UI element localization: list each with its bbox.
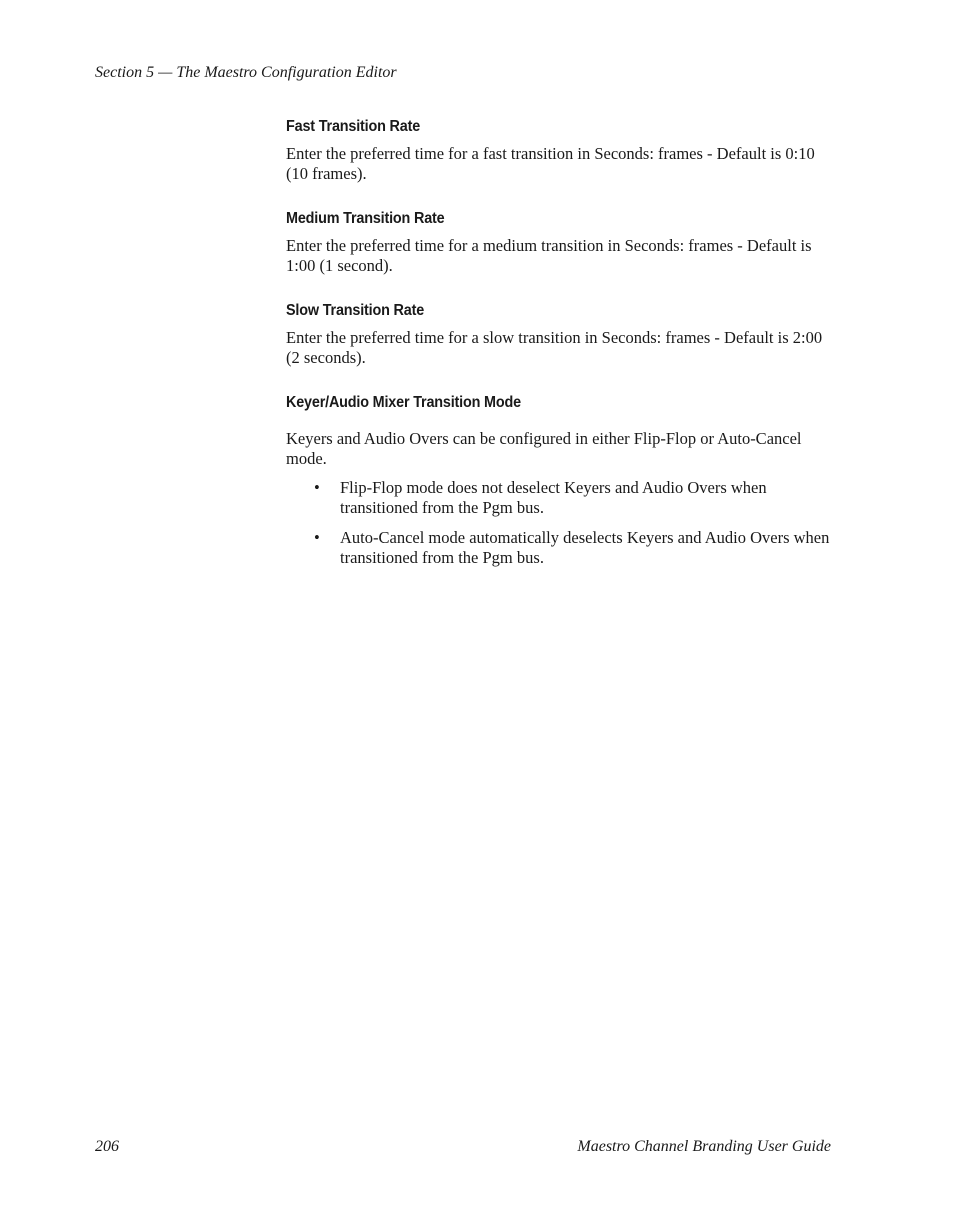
section-heading: Slow Transition Rate xyxy=(286,302,425,319)
section-heading: Fast Transition Rate xyxy=(286,118,421,135)
page-number: 206 xyxy=(95,1138,119,1155)
section-slow-transition-rate xyxy=(286,301,832,368)
section-fast-transition-rate xyxy=(286,117,832,184)
list-item xyxy=(314,528,832,568)
section-medium-transition-rate xyxy=(286,209,832,276)
bullet-icon: • xyxy=(314,478,320,497)
bullet-icon: • xyxy=(314,528,320,547)
running-header: Section 5 — The Maestro Configuration Editor xyxy=(95,64,397,81)
bullet-list xyxy=(286,478,832,568)
section-heading: Medium Transition Rate xyxy=(286,210,445,227)
list-item xyxy=(314,478,832,518)
footer-book-title: Maestro Channel Branding User Guide xyxy=(577,1138,831,1155)
section-heading: Keyer/Audio Mixer Transition Mode xyxy=(286,394,521,411)
list-item-text: Flip-Flop mode does not deselect Keyers and Audio Overs when transitioned from the Pgm bus. xyxy=(340,478,767,517)
section-paragraph: Enter the preferred time for a slow transition in Seconds: frames - Default is 2:00 (2 seconds). xyxy=(286,328,823,367)
section-paragraph: Keyers and Audio Overs can be configured in either Flip-Flop or Auto-Cancel mode. xyxy=(286,429,802,468)
section-paragraph: Enter the preferred time for a fast transition in Seconds: frames - Default is 0:10 (10 frames). xyxy=(286,144,815,183)
list-item-text: Auto-Cancel mode automatically deselects Keyers and Audio Overs when transitioned from the Pgm bus. xyxy=(340,528,830,567)
section-keyer-audio-mixer-transition-mode xyxy=(286,393,832,568)
page-content xyxy=(286,117,832,578)
section-paragraph: Enter the preferred time for a medium transition in Seconds: frames - Default is 1:00 (1 second). xyxy=(286,236,812,275)
